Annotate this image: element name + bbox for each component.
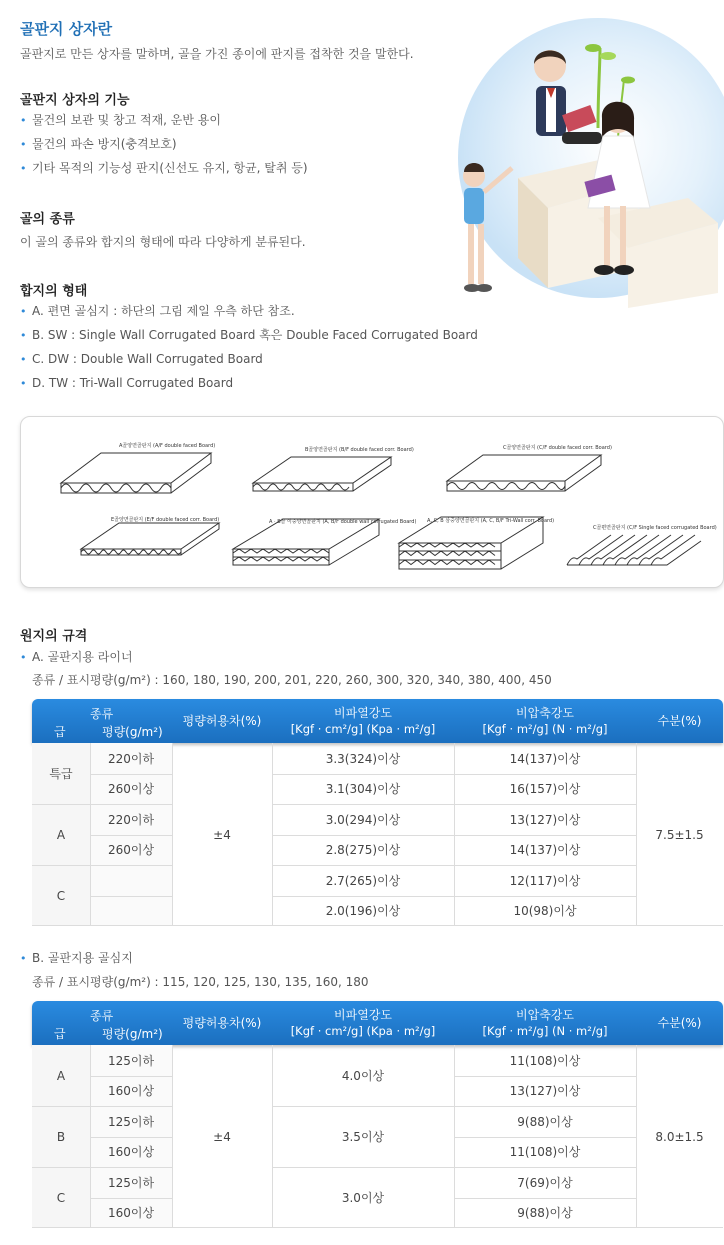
crush-cell: 7(69)이상 — [517, 1175, 573, 1190]
weight-cell: 125이하 — [107, 1175, 155, 1190]
burst-cell: 3.3(324)이상 — [325, 751, 401, 766]
burst-cell: 2.7(265)이상 — [325, 873, 401, 888]
diagram-label: C골편면골판지 (C/F Single faced corrugated Board) — [593, 525, 717, 531]
diagram-acb-tri-wall — [397, 513, 557, 575]
diagram-ab-double-wall — [229, 513, 417, 573]
medium-bullet — [20, 946, 133, 970]
diagram-e-flute — [41, 513, 226, 573]
weight-cell: 260이상 — [107, 843, 155, 858]
list-item: • D. TW : Tri-Wall Corrugated Board — [20, 376, 234, 390]
medium-weights: 종류 / 표시평량(g/m²) : 115, 120, 125, 130, 135, 160, 180 — [32, 975, 369, 989]
crush-cell: 9(88)이상 — [517, 1114, 573, 1129]
burst-cell: 3.1(304)이상 — [325, 782, 401, 797]
diagram-label: A, C, B 삼중양면골판지 (A, C, B/F Tri-Wall corr. Board) — [427, 518, 555, 524]
liner-table-header — [32, 699, 723, 743]
header-moisture: 수분(%) — [657, 714, 702, 728]
diagram-label: E골양면골판지 (E/F double faced corr. Board) — [111, 517, 220, 523]
header-crush: 비압축강도 [Kgf · m²/g] (N · m²/g] — [482, 1008, 608, 1038]
header-weight: 평량(g/m²) — [102, 725, 163, 739]
list-item: • A. 골판지용 라이너 — [20, 650, 133, 664]
crush-cell: 11(108)이상 — [509, 1053, 581, 1068]
diagram-a-flute — [41, 437, 221, 507]
list-item: • C. DW : Double Wall Corrugated Board — [20, 352, 263, 366]
burst-cell: 2.8(275)이상 — [325, 843, 401, 858]
crush-cell: 12(117)이상 — [509, 873, 581, 888]
grade-cell: B — [56, 1129, 66, 1144]
hero-illustration — [428, 8, 724, 308]
grade-cell: C — [56, 888, 66, 903]
weight-cell — [90, 896, 172, 927]
grade-cell: C — [56, 1190, 66, 1205]
form-heading: 합지의 형태 — [20, 284, 88, 299]
crush-cell: 10(98)이상 — [513, 904, 577, 919]
crush-cell: 9(88)이상 — [517, 1206, 573, 1221]
page-title: 골판지 상자란 — [20, 20, 113, 38]
diagram-c-flute — [427, 437, 612, 507]
weight-cell: 220이하 — [107, 751, 155, 766]
crush-cell: 14(137)이상 — [509, 751, 581, 766]
liner-bullet — [20, 645, 133, 669]
moisture-cell: 8.0±1.5 — [655, 1129, 704, 1144]
diagram-label: C골양면골판지 (C/F double faced corr. Board) — [503, 445, 612, 451]
burst-cell: 3.0(294)이상 — [325, 812, 401, 827]
diagram-label: B골양면골판지 (B/F double faced corr. Board) — [305, 447, 414, 453]
header-tolerance: 평량허용차(%) — [182, 1016, 262, 1030]
list-item: • B. 골판지용 골심지 — [20, 951, 133, 965]
weight-cell: 260이상 — [107, 782, 155, 797]
weight-cell — [90, 865, 172, 896]
list-item: • 물건의 보관 및 창고 적재, 운반 용이 — [20, 113, 221, 127]
weight-cell: 125이하 — [107, 1114, 155, 1129]
header-grade: 급 — [54, 1027, 66, 1041]
tolerance-cell: ±4 — [213, 1129, 231, 1144]
spec-heading: 원지의 규격 — [20, 629, 88, 644]
burst-cell: 3.5이상 — [341, 1130, 385, 1144]
header-tolerance: 평량허용차(%) — [182, 714, 262, 728]
grade-cell: 특급 — [49, 767, 73, 781]
header-weight: 평량(g/m²) — [102, 1027, 163, 1041]
weight-cell: 160이상 — [107, 1084, 155, 1099]
list-item: • B. SW : Single Wall Corrugated Board 혹은 Double Faced Corrugated Board — [20, 328, 478, 342]
crush-cell: 13(127)이상 — [509, 1084, 581, 1099]
diagram-label: A · B골 이중양면골판지 (A, B/F double wall corrugated Board) — [269, 519, 417, 525]
header-kind: 종류 — [90, 1009, 114, 1023]
header-kind: 종류 — [90, 707, 114, 721]
header-moisture: 수분(%) — [657, 1016, 702, 1030]
header-grade: 급 — [54, 725, 66, 739]
weight-cell: 220이하 — [107, 812, 155, 827]
crush-cell: 13(127)이상 — [509, 812, 581, 827]
page-description: 골판지로 만든 상자를 말하며, 골을 가진 종이에 판지를 접착한 것을 말한다. — [20, 47, 414, 61]
list-item: • 물건의 파손 방지(충격보호) — [20, 137, 177, 151]
flute-heading: 골의 종류 — [20, 212, 75, 227]
function-list — [20, 108, 308, 180]
header-burst: 비파열강도 [Kgf · cm²/g] (Kpa · m²/g] — [290, 1008, 436, 1038]
burst-cell: 3.0이상 — [341, 1191, 385, 1205]
flute-text: 이 골의 종류와 합지의 형태에 따라 다양하게 분류된다. — [20, 235, 306, 249]
crush-cell: 14(137)이상 — [509, 843, 581, 858]
diagram-c-single-face — [561, 521, 717, 573]
diagram-label: A골양면골판지 (A/F double faced Board) — [119, 443, 216, 449]
weight-cell: 160이상 — [107, 1145, 155, 1160]
burst-cell: 4.0이상 — [341, 1069, 385, 1083]
header-burst: 비파열강도 [Kgf · cm²/g] (Kpa · m²/g] — [290, 706, 436, 736]
burst-cell: 2.0(196)이상 — [325, 904, 401, 919]
moisture-cell: 7.5±1.5 — [655, 827, 704, 842]
crush-cell: 11(108)이상 — [509, 1145, 581, 1160]
medium-table-header — [32, 1001, 723, 1045]
grade-cell: A — [56, 827, 66, 842]
function-heading: 골판지 상자의 기능 — [20, 93, 130, 108]
weight-cell: 160이상 — [107, 1206, 155, 1221]
medium-table — [32, 1045, 723, 1228]
list-item: • 기타 목적의 기능성 판지(신선도 유지, 항균, 탈취 등) — [20, 161, 308, 175]
diagram-b-flute — [233, 439, 414, 509]
tolerance-cell: ±4 — [213, 827, 231, 842]
liner-weights: 종류 / 표시평량(g/m²) : 160, 180, 190, 200, 201, 220, 260, 300, 320, 340, 380, 400, 450 — [32, 673, 552, 687]
crush-cell: 16(157)이상 — [509, 782, 581, 797]
list-item: • A. 편면 골심지 : 하단의 그림 제일 우측 하단 참조. — [20, 304, 295, 318]
grade-cell: A — [56, 1068, 66, 1083]
weight-cell: 125이하 — [107, 1053, 155, 1068]
header-crush: 비압축강도 [Kgf · m²/g] (N · m²/g] — [482, 706, 608, 736]
liner-table — [32, 743, 723, 926]
corrugated-diagram-panel — [20, 416, 724, 588]
form-list — [20, 299, 478, 395]
